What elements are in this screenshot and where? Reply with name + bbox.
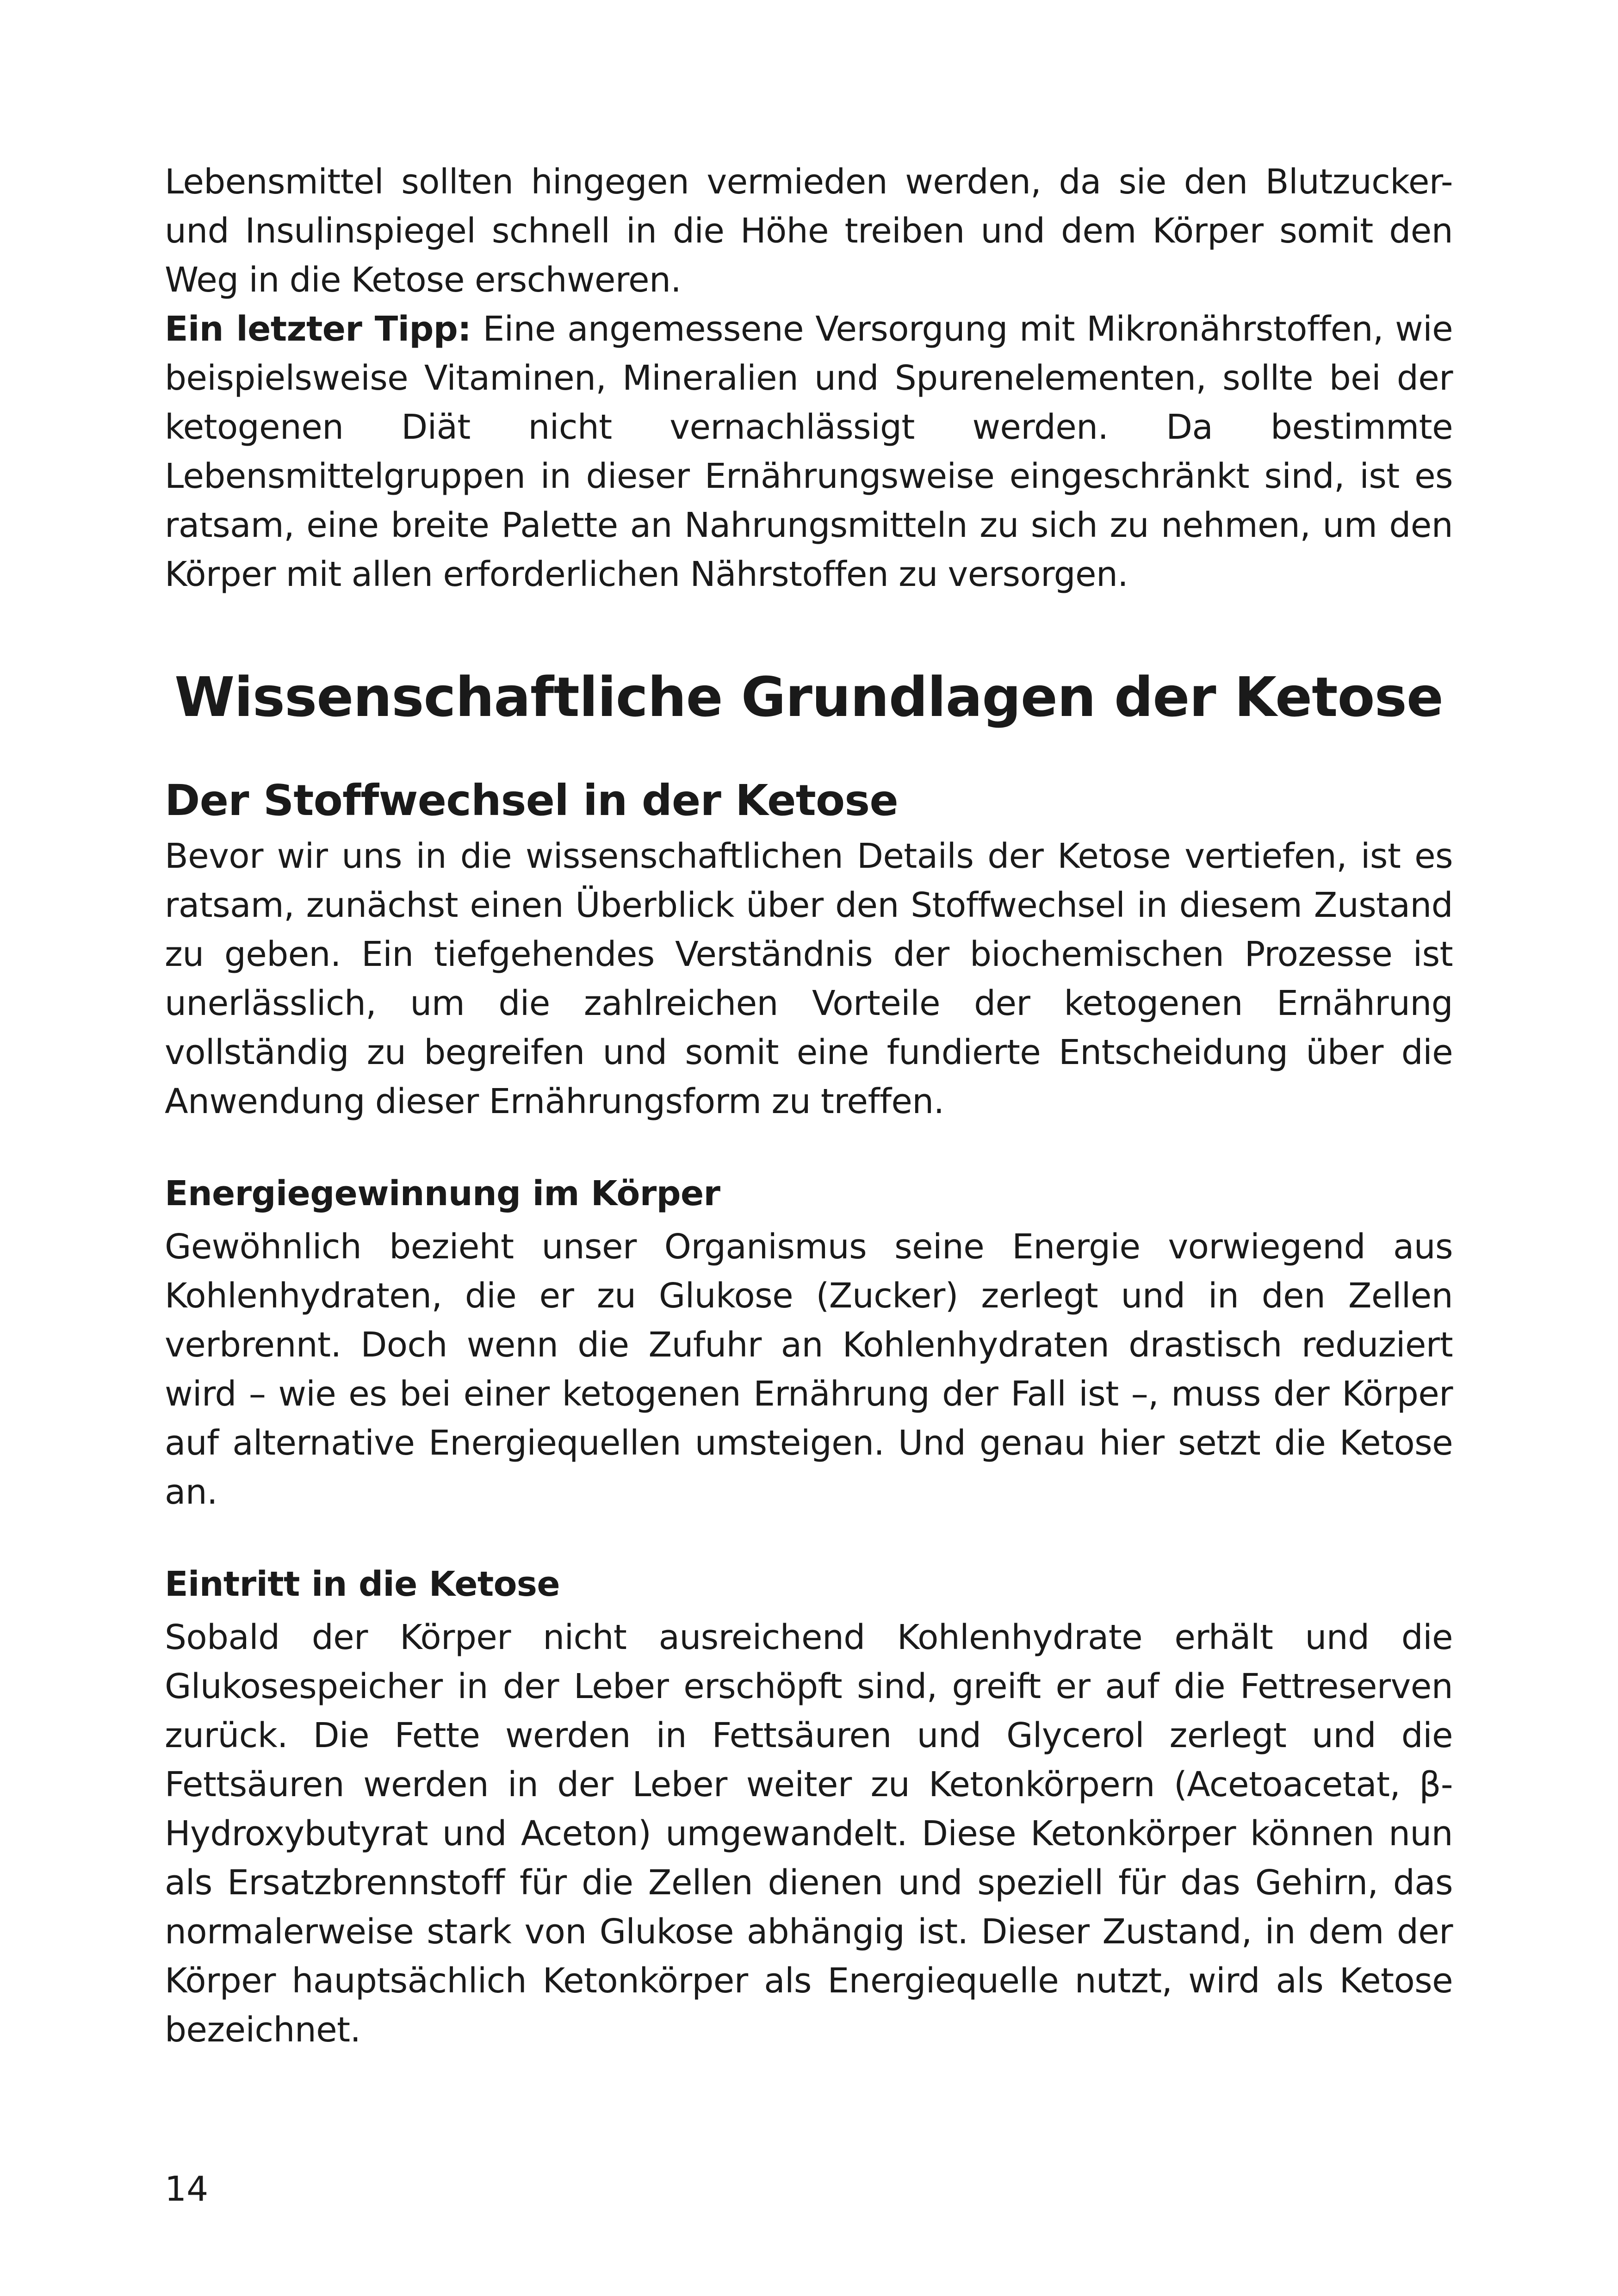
- tip-paragraph: [165, 305, 1453, 599]
- subsection-paragraph-energiegewinnung: Gewöhnlich bezieht unser Organismus seine Energie vorwiegend aus Kohlenhydraten, die er zu Glukose (Zucker) zerlegt und in den Zellen verbrennt. Doch wenn die Zufuhr an Kohlenhydraten drastisch reduziert wird – wie es bei einer ketogenen Ernährung der Fall ist –, muss der Körper auf alternative Energiequellen umsteigen. Und genau hier setzt die Ketose an.: [165, 1227, 1453, 1512]
- subsection-title-eintritt: Eintritt in die Ketose: [165, 1564, 560, 1604]
- chapter-title: Wissenschaftliche Grundlagen der Ketose: [174, 665, 1443, 729]
- tip-label: Ein letzter Tipp:: [165, 309, 471, 349]
- section-title: Der Stoffwechsel in der Ketose: [165, 776, 898, 825]
- subsection-paragraph-eintritt: Sobald der Körper nicht ausreichend Kohlenhydrate erhält und die Glukosespeicher in der Leber erschöpft sind, greift er auf die Fettreserven zurück. Die Fette werden in Fettsäuren und Glycerol zerlegt und die Fettsäuren werden in der Leber weiter zu Ketonkörpern (Acetoacetat, β-Hydroxybutyrat und Aceton) umgewandelt. Diese Ketonkörper können nun als Ersatzbrennstoff für die Zellen dienen und speziell für das Gehirn, das normalerweise stark von Glukose abhängig ist. Dieser Zustand, in dem der Körper hauptsächlich Ketonkörper als Energiequelle nutzt, wird als Ketose bezeichnet.: [165, 1618, 1453, 2050]
- subsection-title-energiegewinnung: Energiegewinnung im Körper: [165, 1174, 720, 1213]
- intro-paragraph: Lebensmittel sollten hingegen vermieden werden, da sie den Blutzucker- und Insulinspiegel schnell in die Höhe treiben und dem Körper somit den Weg in die Ketose erschweren.: [165, 162, 1453, 300]
- tip-text: Eine angemessene Versorgung mit Mikronährstoffen, wie beispielsweise Vitaminen, Mineralien und Spurenelementen, sollte bei der ketogenen Diät nicht vernachlässigt werden. Da bestimmte Lebensmittelgruppen in dieser Ernährungsweise eingeschränkt sind, ist es ratsam, eine breite Palette an Nahrungsmitteln zu sich zu nehmen, um den Körper mit allen erforderlichen Nährstoffen zu versorgen.: [165, 309, 1453, 594]
- page-number: 14: [165, 2169, 209, 2209]
- section-paragraph: Bevor wir uns in die wissenschaftlichen Details der Ketose vertiefen, ist es ratsam, zunächst einen Überblick über den Stoffwechsel in diesem Zustand zu geben. Ein tiefgehendes Verständnis der biochemischen Prozesse ist unerlässlich, um die zahlreichen Vorteile der ketogenen Ernährung vollständig zu begreifen und somit eine fundierte Entscheidung über die Anwendung dieser Ernährungsform zu treffen.: [165, 836, 1453, 1121]
- page-content: [165, 157, 1453, 2054]
